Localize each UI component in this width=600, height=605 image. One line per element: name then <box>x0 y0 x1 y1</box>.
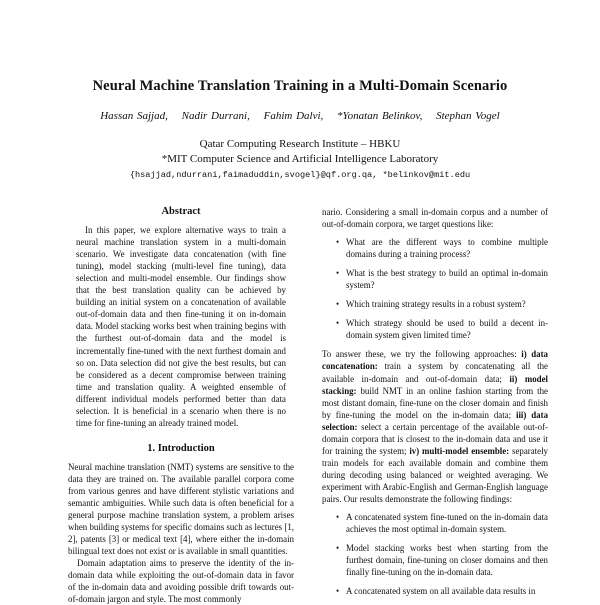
approach-label: ii) model stacking: <box>322 373 548 396</box>
affiliation-mit: *MIT Computer Science and Artificial Intelligence Laboratory <box>161 153 439 165</box>
question-list <box>322 236 548 341</box>
list-item: • What are the different ways to combine multiple domains during a training process? <box>336 237 548 260</box>
bullet-icon: • <box>336 268 340 279</box>
list-item: • Which training strategy results in a robust system? <box>336 299 526 310</box>
bullet-icon: • <box>336 512 340 523</box>
approach-label: i) data concatenation: <box>322 349 548 372</box>
list-item: • Model stacking works best when starting from the furthest domain, fine-tuning on closer domains and then finally fine-tuning on the in-domain data. <box>336 543 548 578</box>
bullet-icon: • <box>336 299 340 310</box>
paper-title: Neural Machine Translation Training in a Multi-Domain Scenario <box>92 78 508 94</box>
author-name: Fahim Dalvi, <box>263 110 324 122</box>
author-name: Nadir Durrani, <box>181 110 250 122</box>
findings-list <box>322 511 548 597</box>
author-name: Stephan Vogel <box>436 110 500 122</box>
intro-continuation <box>322 206 548 230</box>
bullet-icon: • <box>336 318 340 329</box>
list-item: • What is the best strategy to build an optimal in-domain system? <box>336 268 548 291</box>
introduction-body <box>68 461 294 605</box>
list-item: • A concatenated system fine-tuned on the in-domain data achieves the most optimal in-domain system. <box>336 512 548 535</box>
intro-paragraph: Neural machine translation (NMT) systems are sensitive to the data they are trained on. The available parallel corpora come from various genres and have different stylistic variations and semantic ambiguities. While such data is often beneficial for a general purpose machine translation system, a problem arises when building systems for specific domains such as lectures [1, 2], patents [3] or medical text [4], where either the in-domain bilingual text does not exist or is available in small quantities. <box>68 461 294 557</box>
abstract-heading: Abstract <box>161 206 201 217</box>
list-item: • A concatenated system on all available data results in <box>336 586 536 597</box>
bullet-icon: • <box>336 543 340 554</box>
author-name: Hassan Sajjad, <box>100 110 168 122</box>
author-name: *Yonatan Belinkov, <box>337 110 423 122</box>
list-item: • Which strategy should be used to build a decent in-domain system given limited time? <box>336 318 548 341</box>
intro-paragraph: nario. Considering a small in-domain corpus and a number of out-of-domain corpora, we target questions like: <box>322 207 548 230</box>
author-emails: {hsajjad,ndurrani,faimaduddin,svogel}@qf.org.qa, *belinkov@mit.edu <box>129 170 471 180</box>
abstract-text: In this paper, we explore alternative ways to train a neural machine translation system in a multi-domain scenario. We investigate data concatenation (with fine tuning), model stacking (multi-level fine tuning), data selection and multi-model ensemble. Our findings show that the best translation quality can be achieved by building an initial system on a concatenation of available out-of-domain data and then fine-tuning it on in-domain data. Model stacking works best when training begins with the furthest out-of-domain data and the model is incrementally fine-tuned with the next furthest domain and so on. Data selection did not give the best results, but can be considered as a decent compromise between training time and translation quality. A weighted ensemble of different individual models performed better than data selection. It is beneficial in a scenario when there is no time for fine-tuning an already trained model. <box>76 225 286 428</box>
approach-label: iii) data selection: <box>322 409 549 432</box>
approach-label: iv) multi-model ensemble: <box>409 445 510 456</box>
author-list <box>0 110 600 122</box>
bullet-icon: • <box>336 237 340 248</box>
intro-paragraph: Domain adaptation aims to preserve the identity of the in-domain data while exploiting the out-of-domain data in favor of the in-domain data and avoiding possible drift towards out-of-domain jargon and style. The most commonly <box>68 558 294 605</box>
right-column <box>322 206 548 604</box>
section-heading-introduction: 1. Introduction <box>147 442 215 454</box>
abstract-body <box>68 224 294 429</box>
left-column <box>68 206 294 605</box>
approaches-paragraph: To answer these, we try the following approaches: i) data concatenation: train a system by concatenating all the available in-domain and out-of-domain data; ii) model stacking: build NMT in an online fashion starting from the most distant domain, fine-tune on the closer domain and finish by fine-tuning the model on the in-domain data; iii) data selection: select a certain percentage of the available out-of-domain corpora that is closest to the in-domain data and use it for training the system; iv) multi-model ensemble: separately train models for each available domain and combine them during decoding using balanced or weighted averaging. We experiment with Arabic-English and German-English language pairs. Our results demonstrate the following findings: <box>322 349 549 504</box>
bullet-icon: • <box>336 586 340 597</box>
affiliation-qcri: Qatar Computing Research Institute – HBKU <box>199 138 401 150</box>
